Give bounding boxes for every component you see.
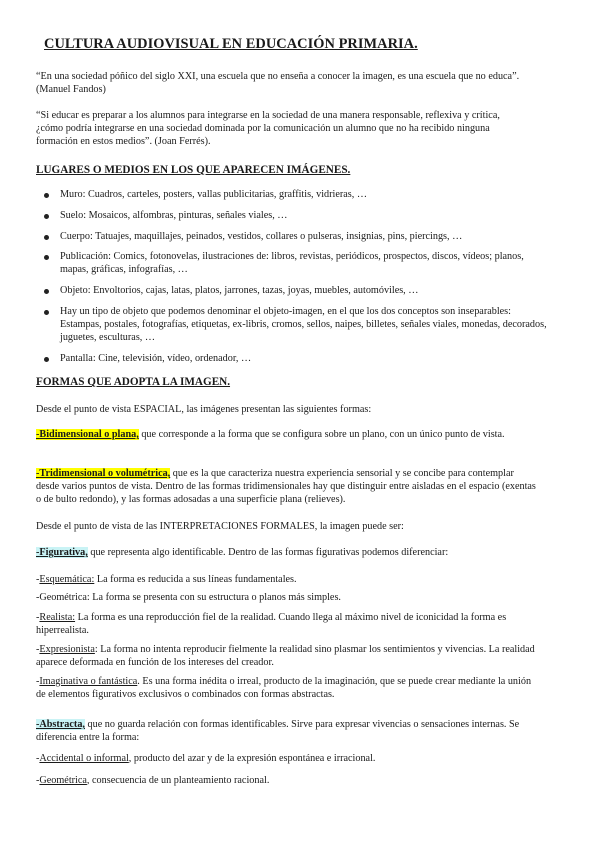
term-figurativa: Figurativa, [39,547,88,558]
paragraph-bidimensional: -Bidimensional o plana, que corresponde a la forma que se configura sobre un plano, con un único punto de vista. [36,429,505,440]
paragraph-realista: -Realista: La forma es una reproducción fiel de la realidad. Cuando llega al máximo nivel de iconicidad la forma es hiperrealista. [36,612,507,636]
term-geometrica: Geométrica [39,775,87,786]
term-esquematica: Esquemática: [39,574,95,585]
term-tridimensional: Tridimensional o volumétrica, [39,468,171,479]
list-item: Suelo: Mosaicos, alfombras, pinturas, señales viales, … [60,209,550,222]
term-expresionista: Expresionista [39,644,95,655]
paragraph-abstracta: -Abstracta, que no guarda relación con formas identificables. Sirve para expresar vivencias o sensaciones internas. Se diferencia entre la forma: [36,719,520,743]
bullet-icon [44,255,49,260]
paragraph-figurativa: -Figurativa, que representa algo identificable. Dentro de las formas figurativas podemos diferenciar: [36,547,449,558]
document-title: CULTURA AUDIOVISUAL EN EDUCACIÓN PRIMARIA. [44,36,418,52]
lugares-list [60,188,550,373]
bullet-icon [44,357,49,362]
paragraph-imaginativa: -Imaginativa o fantástica. Es una forma inédita o irreal, producto de la imaginación, que se puede crear mediante la unión de elementos figurativos exclusivos o combinados con formas abstractas. [36,676,532,700]
intro-formales: Desde el punto de vista de las INTERPRETACIONES FORMALES, la imagen puede ser: [36,521,404,532]
bullet-icon [44,193,49,198]
term-abstracta: Abstracta, [39,719,85,730]
list-item: Objeto: Envoltorios, cajas, latas, platos, jarrones, tazas, joyas, muebles, automóviles, … [60,284,550,297]
paragraph-geometrica-abstracta: -Geométrica, consecuencia de un planteamiento racional. [36,775,270,786]
paragraph-expresionista: -Expresionista: La forma no intenta reproducir fielmente la realidad sino plasmar los sentimientos y vivencias. La realidad aparece deformada en función de los intereses del creador. [36,644,535,668]
paragraph-geometrica-figurativa: -Geométrica: La forma se presenta con su estructura o planos más simples. [36,592,341,603]
paragraph-tridimensional: -Tridimensional o volumétrica, que es la que caracteriza nuestra experiencia sensorial y se concibe para contemplar desde varios puntos de vista. Dentro de las formas tridimensionales hay que distinguir entre aisladas en el espacio (exentas o de bulto redondo), y las formas adosadas a una superficie plana (relieves). [36,468,536,505]
intro-espacial: Desde el punto de vista ESPACIAL, las imágenes presentan las siguientes formas: [36,404,372,415]
list-item: Muro: Cuadros, carteles, posters, vallas publicitarias, graffitis, vidrieras, … [60,188,550,201]
list-item: Pantalla: Cine, televisión, vídeo, ordenador, … [60,352,550,365]
section-title-formas: FORMAS QUE ADOPTA LA IMAGEN. [36,376,231,388]
bullet-icon [44,214,49,219]
paragraph-esquematica: -Esquemática: La forma es reducida a sus líneas fundamentales. [36,574,297,585]
term-realista: Realista: [39,612,76,623]
list-item: Hay un tipo de objeto que podemos denominar el objeto-imagen, en el que los dos conceptos son inseparables: Estampas, postales, fotografías, etiquetas, ex-libris, cromos, sellos, naipes, billetes, señales viales, monedas, decorados, juguetes, esculturas, … [60,305,550,344]
term-bidimensional: Bidimensional o plana, [39,429,139,440]
quote-ferres: “Si educar es preparar a los alumnos para integrarse en la sociedad de una manera responsable, reflexiva y crítica, ¿cómo podría integrarse en una sociedad dominada por la comunicación un alumno que no ha recibido ninguna formación en estos medios”. (Joan Ferrés). [36,110,500,147]
term-imaginativa: Imaginativa o fantástica [39,676,138,687]
bullet-icon [44,310,49,315]
bullet-icon [44,289,49,294]
term-accidental: Accidental o informal [39,753,129,764]
section-title-lugares: LUGARES O MEDIOS EN LOS QUE APARECEN IMÁGENES. [36,164,351,176]
list-item: Cuerpo: Tatuajes, maquillajes, peinados, vestidos, collares o pulseras, insignias, pins, piercings, … [60,230,550,243]
paragraph-accidental: -Accidental o informal, producto del azar y de la expresión espontánea e irracional. [36,753,376,764]
list-item: Publicación: Comics, fotonovelas, ilustraciones de: libros, revistas, periódicos, prospectos, discos, vídeos; planos, mapas, gráficas, infografías, … [60,250,550,276]
quote-fandos: “En una sociedad póñico del siglo XXI, una escuela que no enseña a conocer la imagen, es una escuela que no educa”. (Manuel Fandos) [36,71,520,95]
bullet-icon [44,235,49,240]
